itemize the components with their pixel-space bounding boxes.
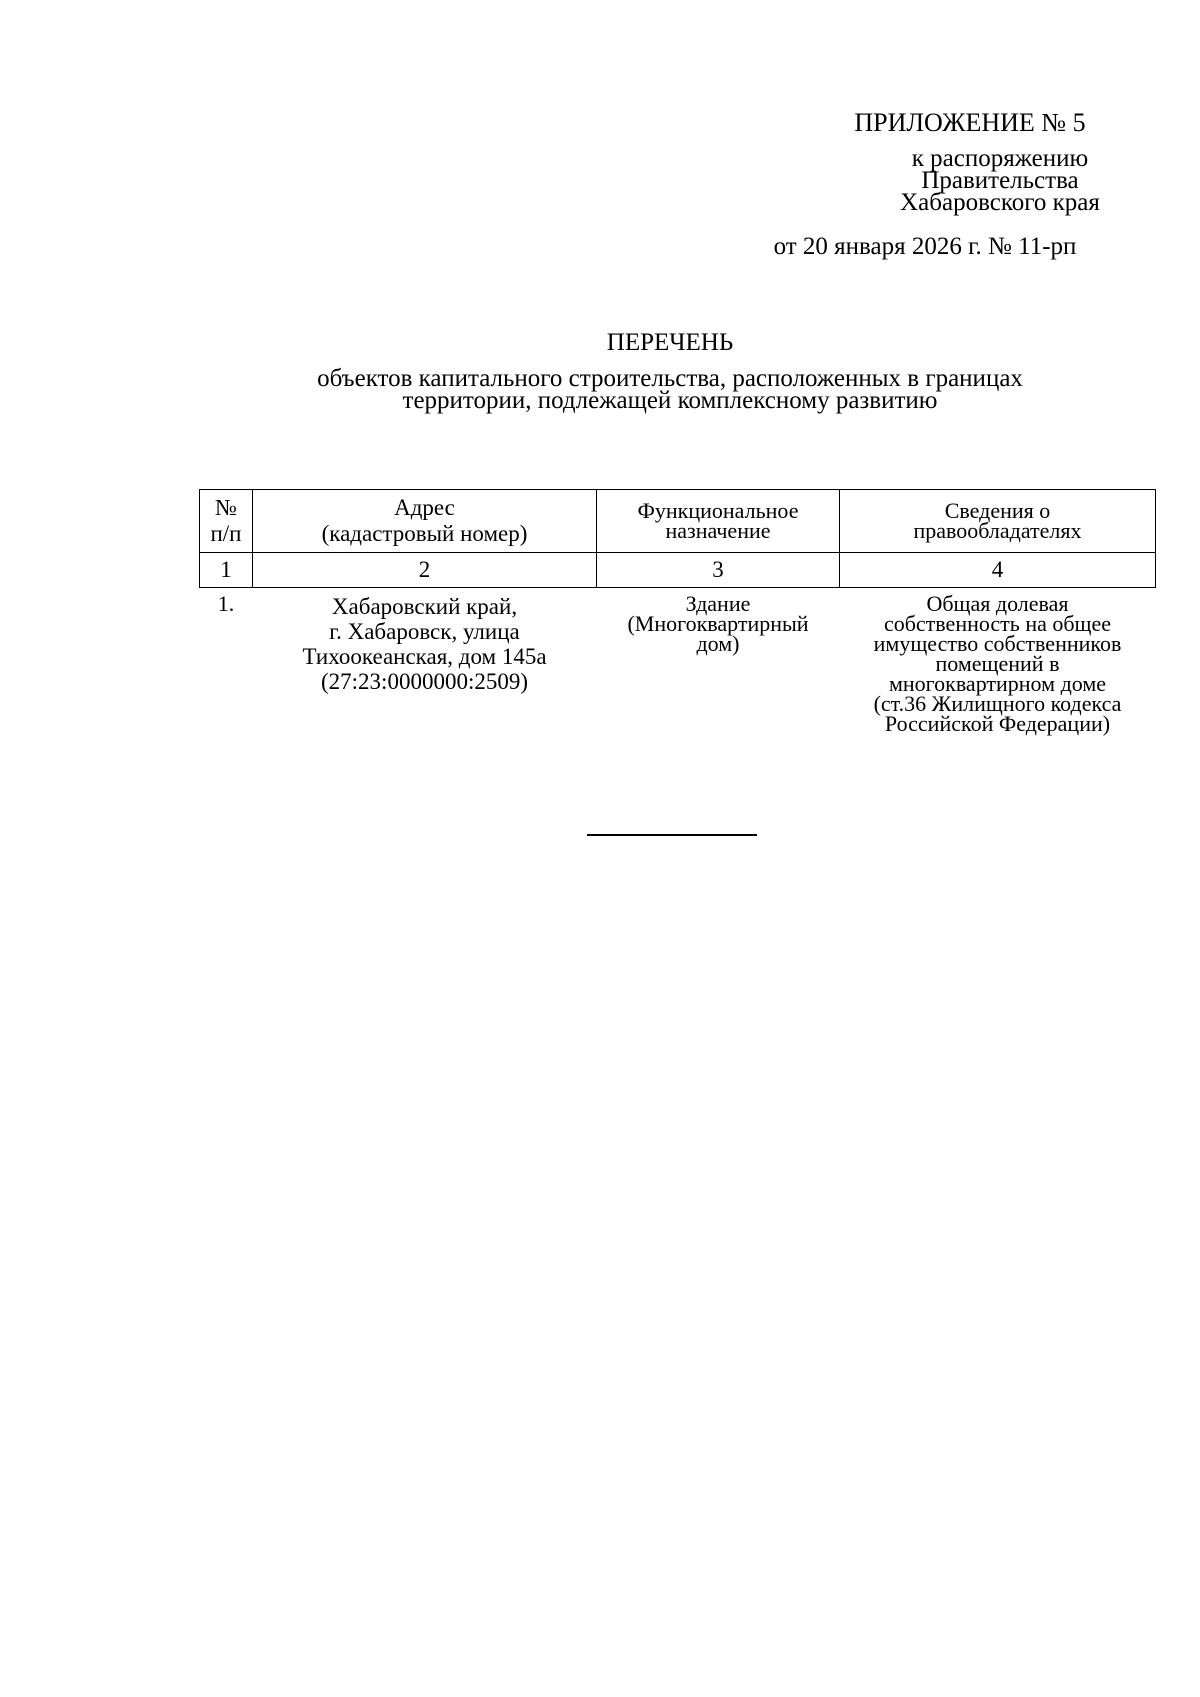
header-line: Функциональное — [637, 498, 799, 523]
header-line: Сведения о — [944, 498, 1051, 523]
row-purpose — [597, 588, 840, 735]
column-number: 4 — [840, 553, 1156, 588]
owners-line: многоквартирном доме — [888, 671, 1107, 696]
owners-line: Общая долевая — [926, 591, 1069, 616]
column-number: 2 — [253, 553, 597, 588]
addressee-line: к распоряжению — [911, 145, 1089, 172]
header-line: (кадастровый номер) — [321, 521, 528, 546]
addressee-line: Хабаровского края — [900, 189, 1100, 216]
owners-line: имущество собственников — [873, 631, 1122, 656]
column-number: 1 — [200, 553, 253, 588]
header-cell-number — [200, 490, 253, 553]
header-cell-owners — [840, 490, 1156, 553]
order-date-line: от 20 января 2026 г. № 11-рп — [773, 233, 1077, 260]
closing-rule — [587, 834, 757, 836]
purpose-line: дом) — [696, 631, 740, 656]
table-row — [200, 588, 1156, 735]
table-header-row — [200, 490, 1156, 553]
addressee-line: Правительства — [921, 167, 1079, 194]
appendix-number: ПРИЛОЖЕНИЕ № 5 — [854, 108, 1086, 137]
column-number-row — [200, 553, 1156, 588]
address-line: г. Хабаровск, улица — [329, 619, 520, 644]
subtitle-line: объектов капитального строительства, расположенных в границах — [317, 365, 1023, 392]
owners-line: собственность на общее — [883, 611, 1112, 636]
column-number: 3 — [597, 553, 840, 588]
document-subtitle — [0, 365, 1200, 414]
header-line: Адрес — [394, 495, 455, 520]
document-heading: ПЕРЕЧЕНЬ — [606, 329, 734, 356]
address-line: Тихоокеанская, дом 145а — [302, 644, 547, 669]
subtitle-line: территории, подлежащей комплексному развитию — [402, 387, 938, 414]
header-cell-address — [253, 490, 597, 553]
addressee-block — [830, 145, 1170, 216]
objects-table — [199, 489, 1156, 734]
owners-line: помещений в — [935, 651, 1060, 676]
row-number: 1. — [217, 591, 235, 616]
header-line: № — [215, 495, 237, 520]
purpose-line: (Многоквартирный — [627, 611, 809, 636]
address-line: Хабаровский край, — [331, 594, 518, 619]
row-address — [253, 588, 597, 735]
header-line: п/п — [210, 521, 242, 546]
purpose-line: Здание — [685, 591, 751, 616]
header-line: правообладателях — [913, 518, 1082, 543]
address-line: (27:23:0000000:2509) — [321, 669, 528, 694]
owners-line: (ст.36 Жилищного кодекса — [873, 691, 1122, 716]
owners-line: Российской Федерации) — [884, 711, 1111, 736]
header-line: назначение — [665, 518, 771, 543]
row-owners — [840, 588, 1156, 735]
header-cell-purpose — [597, 490, 840, 553]
